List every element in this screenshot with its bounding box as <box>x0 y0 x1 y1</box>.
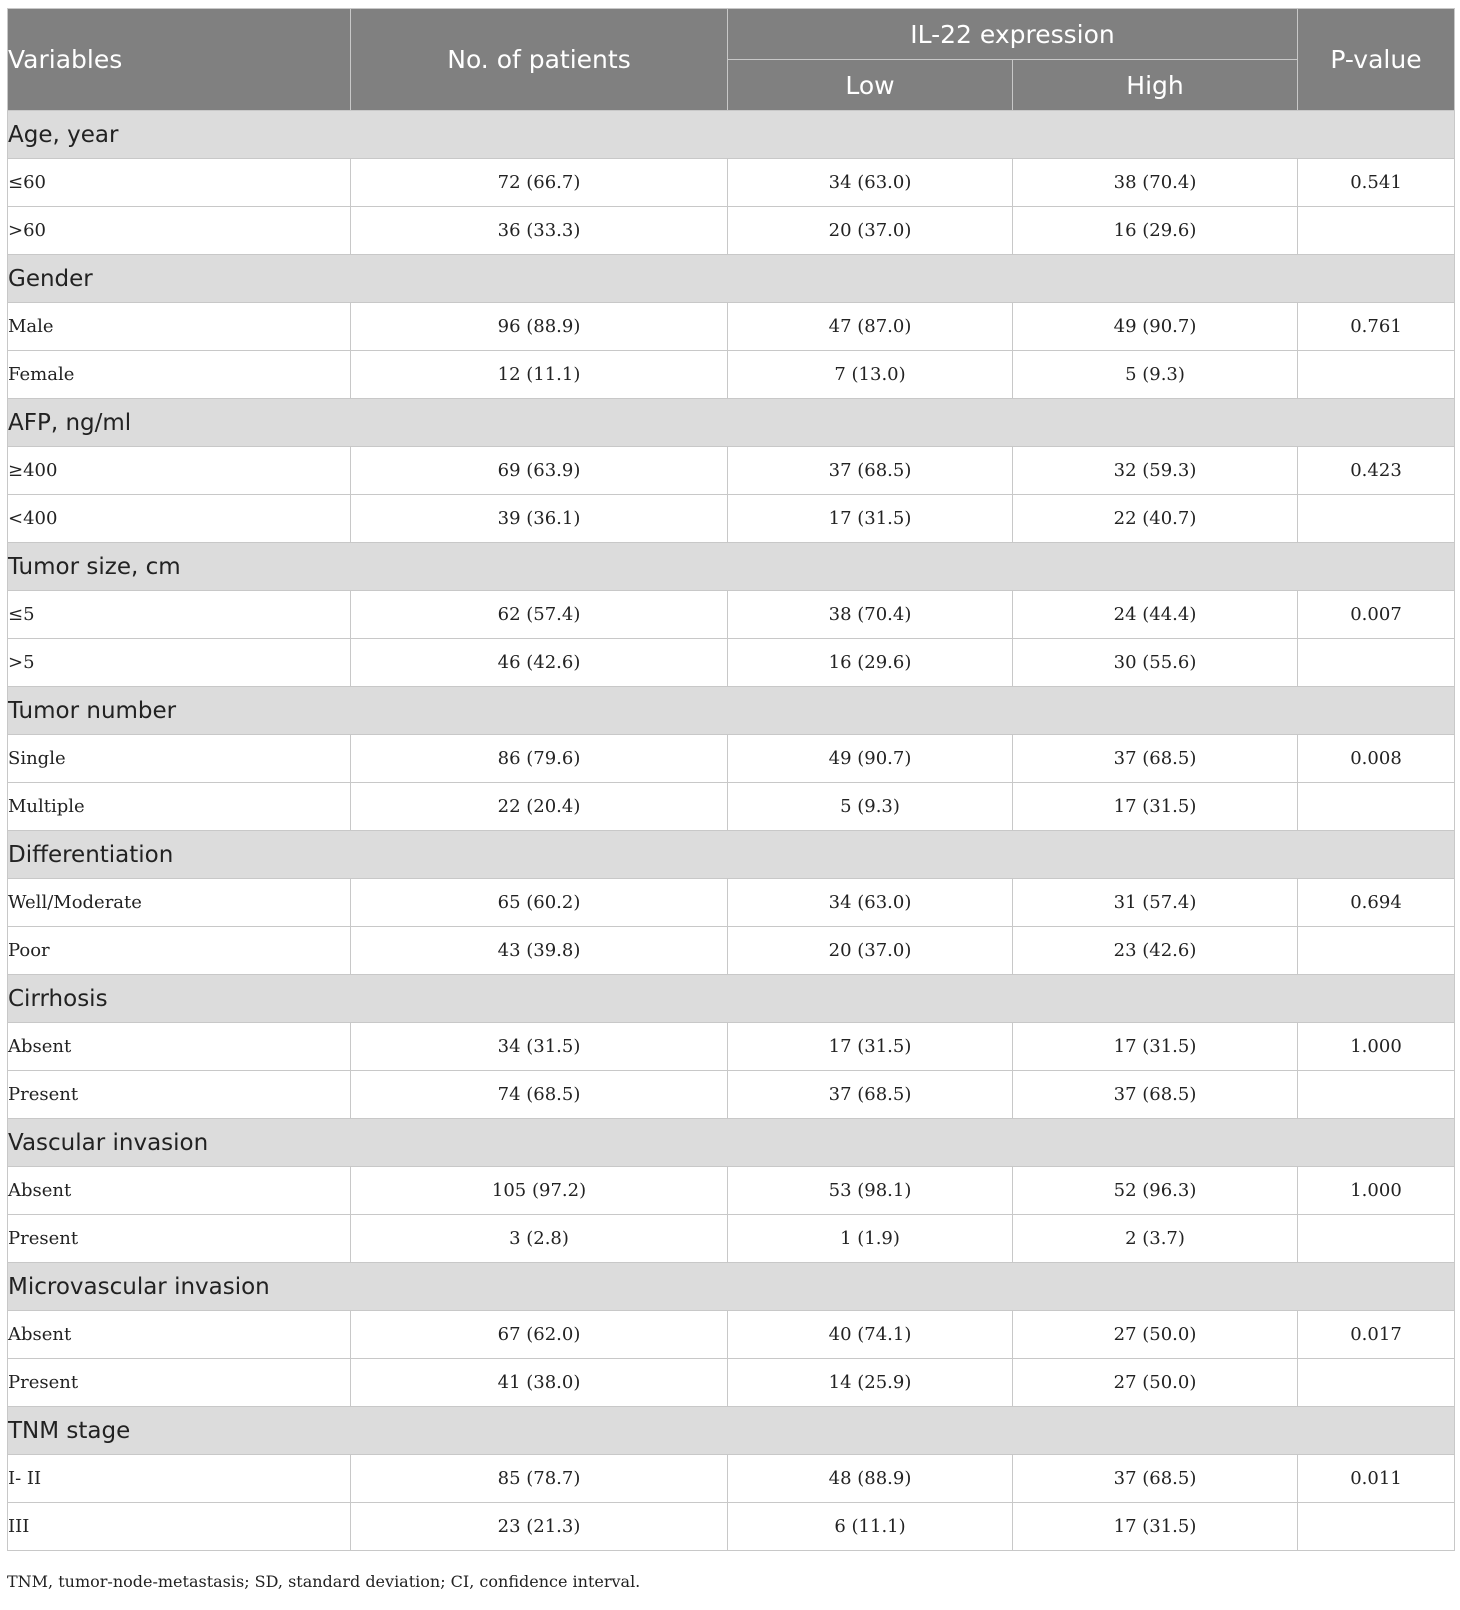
cell-low: 7 (13.0) <box>728 351 1013 399</box>
group-row <box>8 831 1455 879</box>
cell-high: 2 (3.7) <box>1013 1215 1298 1263</box>
cell-high: 38 (70.4) <box>1013 159 1298 207</box>
row-label: Poor <box>8 927 351 975</box>
row-label: Male <box>8 303 351 351</box>
cell-patients: 74 (68.5) <box>351 1071 728 1119</box>
cell-patients: 36 (33.3) <box>351 207 728 255</box>
cell-p-value: 0.694 <box>1298 879 1455 927</box>
cell-patients: 105 (97.2) <box>351 1167 728 1215</box>
cell-p-value: 1.000 <box>1298 1167 1455 1215</box>
row-label: Well/Moderate <box>8 879 351 927</box>
group-title: Differentiation <box>8 831 1455 879</box>
cell-patients: 96 (88.9) <box>351 303 728 351</box>
row-label: Single <box>8 735 351 783</box>
cell-low: 17 (31.5) <box>728 1023 1013 1071</box>
cell-low: 17 (31.5) <box>728 495 1013 543</box>
cell-low: 34 (63.0) <box>728 879 1013 927</box>
cell-high: 17 (31.5) <box>1013 1503 1298 1551</box>
cell-low: 20 (37.0) <box>728 207 1013 255</box>
group-row <box>8 543 1455 591</box>
cell-high: 37 (68.5) <box>1013 1071 1298 1119</box>
row-label: Absent <box>8 1023 351 1071</box>
table-row <box>8 1455 1455 1503</box>
row-label: I- II <box>8 1455 351 1503</box>
group-title: Tumor size, cm <box>8 543 1455 591</box>
group-title: Age, year <box>8 111 1455 159</box>
cell-p-value: 0.761 <box>1298 303 1455 351</box>
cell-patients: 72 (66.7) <box>351 159 728 207</box>
cell-high: 37 (68.5) <box>1013 735 1298 783</box>
cell-high: 23 (42.6) <box>1013 927 1298 975</box>
cell-patients: 67 (62.0) <box>351 1311 728 1359</box>
cell-p-value <box>1298 495 1455 543</box>
cell-low: 34 (63.0) <box>728 159 1013 207</box>
cell-high: 37 (68.5) <box>1013 1455 1298 1503</box>
header-high: High <box>1013 60 1298 111</box>
cell-p-value <box>1298 1359 1455 1407</box>
data-table <box>7 8 1455 1551</box>
cell-p-value <box>1298 1071 1455 1119</box>
cell-patients: 85 (78.7) <box>351 1455 728 1503</box>
table-row <box>8 1167 1455 1215</box>
group-row <box>8 1119 1455 1167</box>
cell-high: 24 (44.4) <box>1013 591 1298 639</box>
row-label: Present <box>8 1215 351 1263</box>
table-row <box>8 927 1455 975</box>
table-row <box>8 1023 1455 1071</box>
cell-p-value <box>1298 1503 1455 1551</box>
cell-low: 53 (98.1) <box>728 1167 1013 1215</box>
table-row <box>8 1503 1455 1551</box>
group-row <box>8 1407 1455 1455</box>
row-label: Absent <box>8 1311 351 1359</box>
cell-high: 27 (50.0) <box>1013 1359 1298 1407</box>
group-title: Cirrhosis <box>8 975 1455 1023</box>
cell-p-value <box>1298 207 1455 255</box>
cell-high: 17 (31.5) <box>1013 783 1298 831</box>
group-row <box>8 1263 1455 1311</box>
row-label: <400 <box>8 495 351 543</box>
table-row <box>8 1311 1455 1359</box>
cell-low: 49 (90.7) <box>728 735 1013 783</box>
group-row <box>8 255 1455 303</box>
cell-low: 1 (1.9) <box>728 1215 1013 1263</box>
cell-high: 5 (9.3) <box>1013 351 1298 399</box>
group-title: Tumor number <box>8 687 1455 735</box>
cell-p-value <box>1298 783 1455 831</box>
cell-p-value: 0.423 <box>1298 447 1455 495</box>
group-row <box>8 687 1455 735</box>
group-title: Gender <box>8 255 1455 303</box>
cell-p-value <box>1298 927 1455 975</box>
row-label: III <box>8 1503 351 1551</box>
cell-low: 6 (11.1) <box>728 1503 1013 1551</box>
cell-patients: 34 (31.5) <box>351 1023 728 1071</box>
cell-high: 31 (57.4) <box>1013 879 1298 927</box>
cell-patients: 46 (42.6) <box>351 639 728 687</box>
group-row <box>8 399 1455 447</box>
cell-high: 52 (96.3) <box>1013 1167 1298 1215</box>
table-footnote: TNM, tumor-node-metastasis; SD, standard deviation; CI, confidence interval. <box>7 1572 641 1591</box>
header-il22-expression: IL-22 expression <box>728 9 1298 60</box>
group-title: TNM stage <box>8 1407 1455 1455</box>
table-row <box>8 351 1455 399</box>
table-row <box>8 783 1455 831</box>
cell-patients: 43 (39.8) <box>351 927 728 975</box>
row-label: ≥400 <box>8 447 351 495</box>
table-row <box>8 1215 1455 1263</box>
cell-p-value: 0.017 <box>1298 1311 1455 1359</box>
cell-patients: 3 (2.8) <box>351 1215 728 1263</box>
group-row <box>8 111 1455 159</box>
cell-high: 17 (31.5) <box>1013 1023 1298 1071</box>
cell-patients: 41 (38.0) <box>351 1359 728 1407</box>
cell-low: 38 (70.4) <box>728 591 1013 639</box>
cell-p-value: 1.000 <box>1298 1023 1455 1071</box>
cell-high: 22 (40.7) <box>1013 495 1298 543</box>
cell-p-value: 0.011 <box>1298 1455 1455 1503</box>
cell-low: 40 (74.1) <box>728 1311 1013 1359</box>
cell-patients: 39 (36.1) <box>351 495 728 543</box>
cell-p-value: 0.008 <box>1298 735 1455 783</box>
table-row <box>8 879 1455 927</box>
cell-p-value: 0.007 <box>1298 591 1455 639</box>
cell-high: 32 (59.3) <box>1013 447 1298 495</box>
table-row <box>8 591 1455 639</box>
cell-low: 20 (37.0) <box>728 927 1013 975</box>
header-patients: No. of patients <box>351 9 728 111</box>
cell-low: 47 (87.0) <box>728 303 1013 351</box>
table-row <box>8 207 1455 255</box>
row-label: Absent <box>8 1167 351 1215</box>
cell-patients: 65 (60.2) <box>351 879 728 927</box>
row-label: Multiple <box>8 783 351 831</box>
table-row <box>8 1359 1455 1407</box>
cell-p-value <box>1298 639 1455 687</box>
cell-high: 49 (90.7) <box>1013 303 1298 351</box>
cell-patients: 22 (20.4) <box>351 783 728 831</box>
row-label: ≤5 <box>8 591 351 639</box>
row-label: >60 <box>8 207 351 255</box>
cell-low: 14 (25.9) <box>728 1359 1013 1407</box>
cell-low: 48 (88.9) <box>728 1455 1013 1503</box>
group-title: Vascular invasion <box>8 1119 1455 1167</box>
header-variables: Variables <box>8 9 351 111</box>
table-row <box>8 639 1455 687</box>
table-row <box>8 159 1455 207</box>
row-label: Present <box>8 1359 351 1407</box>
group-title: Microvascular invasion <box>8 1263 1455 1311</box>
cell-low: 16 (29.6) <box>728 639 1013 687</box>
row-label: Present <box>8 1071 351 1119</box>
cell-patients: 12 (11.1) <box>351 351 728 399</box>
cell-low: 37 (68.5) <box>728 447 1013 495</box>
cell-high: 30 (55.6) <box>1013 639 1298 687</box>
table-row <box>8 495 1455 543</box>
cell-patients: 86 (79.6) <box>351 735 728 783</box>
cell-p-value <box>1298 351 1455 399</box>
cell-patients: 62 (57.4) <box>351 591 728 639</box>
group-row <box>8 975 1455 1023</box>
table-row <box>8 303 1455 351</box>
cell-p-value <box>1298 1215 1455 1263</box>
row-label: Female <box>8 351 351 399</box>
row-label: >5 <box>8 639 351 687</box>
row-label: ≤60 <box>8 159 351 207</box>
header-low: Low <box>728 60 1013 111</box>
cell-low: 37 (68.5) <box>728 1071 1013 1119</box>
header-p-value: P-value <box>1298 9 1455 111</box>
cell-high: 16 (29.6) <box>1013 207 1298 255</box>
cell-patients: 69 (63.9) <box>351 447 728 495</box>
table-row <box>8 735 1455 783</box>
table-body <box>8 111 1455 1551</box>
group-title: AFP, ng/ml <box>8 399 1455 447</box>
table-row <box>8 447 1455 495</box>
cell-low: 5 (9.3) <box>728 783 1013 831</box>
cell-patients: 23 (21.3) <box>351 1503 728 1551</box>
cell-p-value: 0.541 <box>1298 159 1455 207</box>
table-row <box>8 1071 1455 1119</box>
cell-high: 27 (50.0) <box>1013 1311 1298 1359</box>
